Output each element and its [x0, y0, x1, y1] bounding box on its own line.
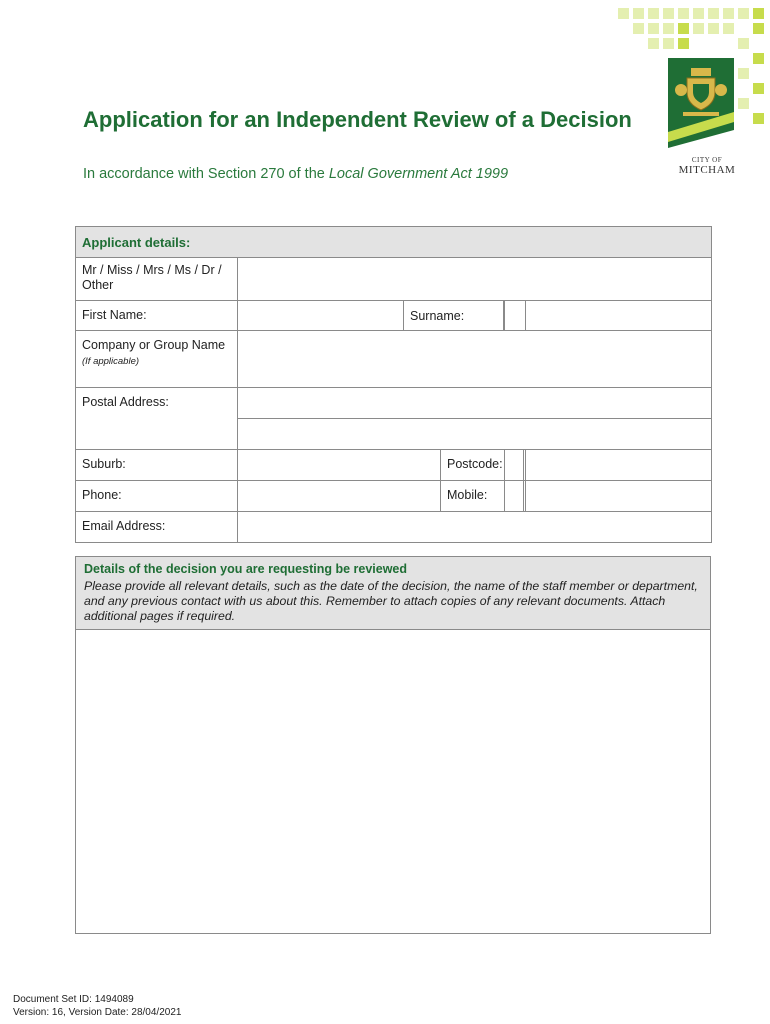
suburb-label: Suburb: [76, 450, 238, 481]
first-name-field[interactable] [238, 301, 505, 331]
decision-details-instructions: Please provide all relevant details, such as the date of the decision, the name of the staff member or department, and any previous contact with us about this. Remember to attach copies of any relevant documents. Attach additional pages if required. [84, 579, 698, 623]
decision-details-heading: Details of the decision you are requesting be reviewed [84, 562, 408, 576]
applicant-details-heading: Applicant details: [76, 227, 712, 258]
subtitle-act: Local Government Act 1999 [328, 166, 509, 182]
document-footer [13, 993, 181, 1019]
postcode-divider [440, 449, 441, 511]
postal-address-line2[interactable] [238, 419, 712, 450]
company-label: Company or Group Name [82, 338, 226, 352]
surname-label: Surname: [410, 309, 465, 323]
postal-address-label: Postal Address: [76, 388, 238, 450]
email-label: Email Address: [76, 512, 238, 543]
title-field[interactable] [238, 258, 712, 301]
mobile-label: Mobile: [447, 488, 488, 502]
page-title: Application for an Independent Review of a Decision [83, 107, 632, 132]
decision-details-field[interactable] [76, 630, 710, 930]
company-field[interactable] [238, 331, 712, 388]
document-set-id: Document Set ID: 1494089 [13, 994, 134, 1005]
applicant-details-table [75, 226, 712, 543]
company-label-cell [76, 331, 238, 388]
postcode-field-divider [523, 449, 524, 511]
title-label: Mr / Miss / Mrs / Ms / Dr / Other [76, 258, 238, 301]
logo-text [672, 156, 742, 176]
surname-label-cell [505, 301, 526, 331]
subtitle-prefix: In accordance with Section 270 of the [83, 166, 329, 182]
document-version: Version: 16, Version Date: 28/04/2021 [13, 1007, 182, 1018]
surname-divider [403, 300, 404, 330]
company-note: (If applicable) [82, 356, 140, 367]
logo-line1: CITY OF [691, 156, 723, 164]
decision-details-box [75, 556, 711, 934]
email-field[interactable] [238, 512, 712, 543]
logo-line2: MITCHAM [678, 164, 736, 176]
surname-field[interactable] [526, 301, 712, 331]
mobile-field[interactable] [526, 481, 712, 512]
decision-details-header [76, 557, 710, 630]
phone-label: Phone: [76, 481, 238, 512]
postcode-field[interactable] [526, 450, 712, 481]
page-subtitle [83, 166, 508, 182]
postcode-label: Postcode: [447, 457, 503, 471]
surname-field-divider [503, 300, 504, 330]
first-name-label: First Name: [76, 301, 238, 331]
postal-address-line1[interactable] [238, 388, 712, 419]
